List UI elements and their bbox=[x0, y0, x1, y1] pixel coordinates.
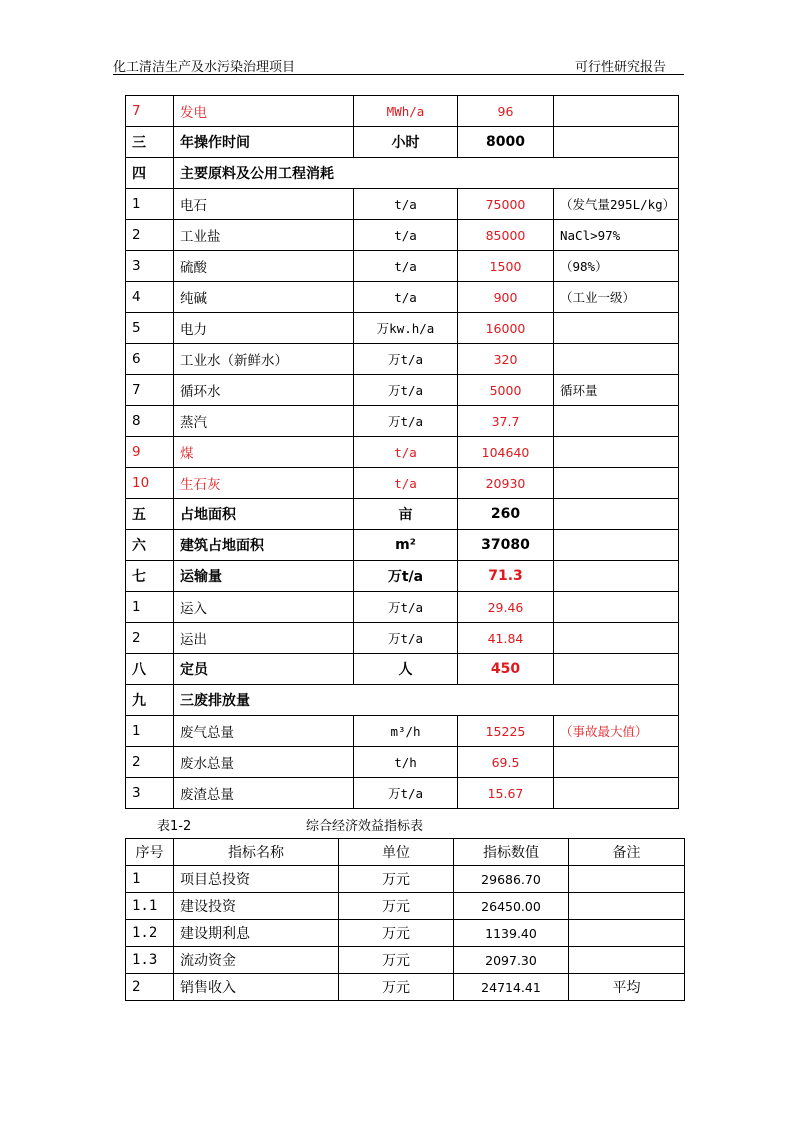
table-row bbox=[126, 158, 679, 189]
indicator-note bbox=[569, 866, 685, 893]
item-unit: t/h bbox=[354, 747, 458, 778]
table-row bbox=[126, 468, 679, 499]
item-value: 75000 bbox=[458, 189, 554, 220]
item-value: 29.46 bbox=[458, 592, 554, 623]
row-number: 4 bbox=[126, 282, 174, 313]
table-row bbox=[126, 530, 679, 561]
table-row bbox=[126, 623, 679, 654]
item-unit: 人 bbox=[354, 654, 458, 685]
table-caption-title: 综合经济效益指标表 bbox=[306, 819, 424, 834]
item-name: 电石 bbox=[174, 189, 354, 220]
indicator-value: 1139.40 bbox=[454, 920, 569, 947]
table-row bbox=[126, 220, 679, 251]
item-value: 320 bbox=[458, 344, 554, 375]
table-row bbox=[126, 893, 685, 920]
item-name: 硫酸 bbox=[174, 251, 354, 282]
row-number: 3 bbox=[126, 778, 174, 809]
table-row bbox=[126, 592, 679, 623]
table-row bbox=[126, 344, 679, 375]
project-indicators-table bbox=[125, 95, 679, 809]
indicator-unit: 万元 bbox=[339, 920, 454, 947]
indicator-value: 26450.00 bbox=[454, 893, 569, 920]
header-project-title: 化工清洁生产及水污染治理项目 bbox=[113, 60, 296, 75]
item-value: 20930 bbox=[458, 468, 554, 499]
row-number: 1 bbox=[126, 592, 174, 623]
table-row bbox=[126, 437, 679, 468]
item-value: 8000 bbox=[458, 127, 554, 158]
item-value: 15225 bbox=[458, 716, 554, 747]
row-number: 8 bbox=[126, 406, 174, 437]
indicator-name: 项目总投资 bbox=[174, 866, 339, 893]
item-note bbox=[554, 437, 679, 468]
item-note: （发气量295L/kg） bbox=[554, 189, 679, 220]
item-unit: 万t/a bbox=[354, 592, 458, 623]
row-number: 10 bbox=[126, 468, 174, 499]
item-unit: t/a bbox=[354, 189, 458, 220]
row-number: 1.2 bbox=[126, 920, 174, 947]
item-value: 85000 bbox=[458, 220, 554, 251]
item-value: 5000 bbox=[458, 375, 554, 406]
table-row bbox=[126, 313, 679, 344]
indicator-value: 24714.41 bbox=[454, 974, 569, 1001]
row-number: 2 bbox=[126, 220, 174, 251]
item-note bbox=[554, 499, 679, 530]
row-number: 5 bbox=[126, 313, 174, 344]
indicator-note: 平均 bbox=[569, 974, 685, 1001]
item-unit: t/a bbox=[354, 251, 458, 282]
item-note: 循环量 bbox=[554, 375, 679, 406]
indicator-unit: 万元 bbox=[339, 893, 454, 920]
column-header: 单位 bbox=[339, 839, 454, 866]
table-row bbox=[126, 375, 679, 406]
table-row bbox=[126, 778, 679, 809]
page-header bbox=[113, 56, 684, 75]
indicator-name: 销售收入 bbox=[174, 974, 339, 1001]
item-value: 450 bbox=[458, 654, 554, 685]
item-value: 16000 bbox=[458, 313, 554, 344]
item-note bbox=[554, 96, 679, 127]
item-unit: 万t/a bbox=[354, 561, 458, 592]
table-row bbox=[126, 747, 679, 778]
table-row bbox=[126, 947, 685, 974]
item-name: 工业盐 bbox=[174, 220, 354, 251]
item-note bbox=[554, 406, 679, 437]
item-note bbox=[554, 468, 679, 499]
item-unit: t/a bbox=[354, 282, 458, 313]
indicator-name: 建设期利息 bbox=[174, 920, 339, 947]
economic-indicators-table bbox=[125, 838, 685, 1001]
row-number: 1.3 bbox=[126, 947, 174, 974]
table-row bbox=[126, 974, 685, 1001]
item-unit: 万t/a bbox=[354, 406, 458, 437]
item-name: 发电 bbox=[174, 96, 354, 127]
item-name: 废气总量 bbox=[174, 716, 354, 747]
row-number: 2 bbox=[126, 747, 174, 778]
table-row bbox=[126, 499, 679, 530]
item-value: 69.5 bbox=[458, 747, 554, 778]
indicator-name: 流动资金 bbox=[174, 947, 339, 974]
item-unit: 万kw.h/a bbox=[354, 313, 458, 344]
indicator-note bbox=[569, 920, 685, 947]
column-header: 指标名称 bbox=[174, 839, 339, 866]
item-name: 煤 bbox=[174, 437, 354, 468]
item-note bbox=[554, 592, 679, 623]
indicator-name: 建设投资 bbox=[174, 893, 339, 920]
indicator-value: 2097.30 bbox=[454, 947, 569, 974]
item-note bbox=[554, 561, 679, 592]
table-row bbox=[126, 685, 679, 716]
item-value: 96 bbox=[458, 96, 554, 127]
item-value: 41.84 bbox=[458, 623, 554, 654]
item-unit: t/a bbox=[354, 468, 458, 499]
item-name: 运出 bbox=[174, 623, 354, 654]
row-number: 七 bbox=[126, 561, 174, 592]
item-value: 15.67 bbox=[458, 778, 554, 809]
item-name: 电力 bbox=[174, 313, 354, 344]
section-heading: 主要原料及公用工程消耗 bbox=[174, 158, 679, 189]
item-unit: t/a bbox=[354, 220, 458, 251]
item-note: （98%） bbox=[554, 251, 679, 282]
column-header: 指标数值 bbox=[454, 839, 569, 866]
row-number: 三 bbox=[126, 127, 174, 158]
table-header-row bbox=[126, 839, 685, 866]
indicator-unit: 万元 bbox=[339, 974, 454, 1001]
row-number: 7 bbox=[126, 375, 174, 406]
indicator-unit: 万元 bbox=[339, 947, 454, 974]
item-note: NaCl>97% bbox=[554, 220, 679, 251]
item-value: 1500 bbox=[458, 251, 554, 282]
item-name: 废渣总量 bbox=[174, 778, 354, 809]
item-note bbox=[554, 344, 679, 375]
row-number: 1 bbox=[126, 189, 174, 220]
section-heading: 三废排放量 bbox=[174, 685, 679, 716]
item-note bbox=[554, 778, 679, 809]
item-name: 年操作时间 bbox=[174, 127, 354, 158]
item-unit: t/a bbox=[354, 437, 458, 468]
item-note bbox=[554, 623, 679, 654]
table-row bbox=[126, 189, 679, 220]
item-name: 生石灰 bbox=[174, 468, 354, 499]
item-value: 71.3 bbox=[458, 561, 554, 592]
indicator-note bbox=[569, 893, 685, 920]
item-unit: MWh/a bbox=[354, 96, 458, 127]
item-unit: 万t/a bbox=[354, 778, 458, 809]
item-name: 蒸汽 bbox=[174, 406, 354, 437]
row-number: 7 bbox=[126, 96, 174, 127]
item-unit: m³/h bbox=[354, 716, 458, 747]
item-note bbox=[554, 530, 679, 561]
item-value: 260 bbox=[458, 499, 554, 530]
item-note bbox=[554, 127, 679, 158]
item-unit: 万t/a bbox=[354, 344, 458, 375]
indicator-unit: 万元 bbox=[339, 866, 454, 893]
row-number: 六 bbox=[126, 530, 174, 561]
item-value: 104640 bbox=[458, 437, 554, 468]
table-row bbox=[126, 920, 685, 947]
item-name: 循环水 bbox=[174, 375, 354, 406]
table-row bbox=[126, 282, 679, 313]
item-value: 37.7 bbox=[458, 406, 554, 437]
table-row bbox=[126, 866, 685, 893]
item-name: 工业水（新鲜水） bbox=[174, 344, 354, 375]
item-note bbox=[554, 313, 679, 344]
table-row bbox=[126, 127, 679, 158]
table-row bbox=[126, 96, 679, 127]
item-name: 运输量 bbox=[174, 561, 354, 592]
header-report-type: 可行性研究报告 bbox=[574, 60, 666, 75]
column-header: 序号 bbox=[126, 839, 174, 866]
item-name: 占地面积 bbox=[174, 499, 354, 530]
row-number: 2 bbox=[126, 623, 174, 654]
table-row bbox=[126, 251, 679, 282]
item-value: 37080 bbox=[458, 530, 554, 561]
row-number: 3 bbox=[126, 251, 174, 282]
table-caption-number: 表1-2 bbox=[157, 819, 192, 834]
table-row bbox=[126, 406, 679, 437]
table-row bbox=[126, 716, 679, 747]
row-number: 五 bbox=[126, 499, 174, 530]
item-note bbox=[554, 747, 679, 778]
item-name: 废水总量 bbox=[174, 747, 354, 778]
indicator-note bbox=[569, 947, 685, 974]
row-number: 2 bbox=[126, 974, 174, 1001]
row-number: 四 bbox=[126, 158, 174, 189]
item-unit: 小时 bbox=[354, 127, 458, 158]
table-row bbox=[126, 561, 679, 592]
item-value: 900 bbox=[458, 282, 554, 313]
item-name: 运入 bbox=[174, 592, 354, 623]
item-note bbox=[554, 654, 679, 685]
item-unit: 万t/a bbox=[354, 375, 458, 406]
column-header: 备注 bbox=[569, 839, 685, 866]
item-name: 定员 bbox=[174, 654, 354, 685]
row-number: 八 bbox=[126, 654, 174, 685]
item-note: （工业一级） bbox=[554, 282, 679, 313]
row-number: 9 bbox=[126, 437, 174, 468]
item-unit: 万t/a bbox=[354, 623, 458, 654]
row-number: 1.1 bbox=[126, 893, 174, 920]
item-name: 纯碱 bbox=[174, 282, 354, 313]
row-number: 6 bbox=[126, 344, 174, 375]
row-number: 1 bbox=[126, 716, 174, 747]
item-unit: m² bbox=[354, 530, 458, 561]
row-number: 1 bbox=[126, 866, 174, 893]
indicator-value: 29686.70 bbox=[454, 866, 569, 893]
row-number: 九 bbox=[126, 685, 174, 716]
table-row bbox=[126, 654, 679, 685]
item-unit: 亩 bbox=[354, 499, 458, 530]
item-name: 建筑占地面积 bbox=[174, 530, 354, 561]
item-note: （事故最大值） bbox=[554, 716, 679, 747]
